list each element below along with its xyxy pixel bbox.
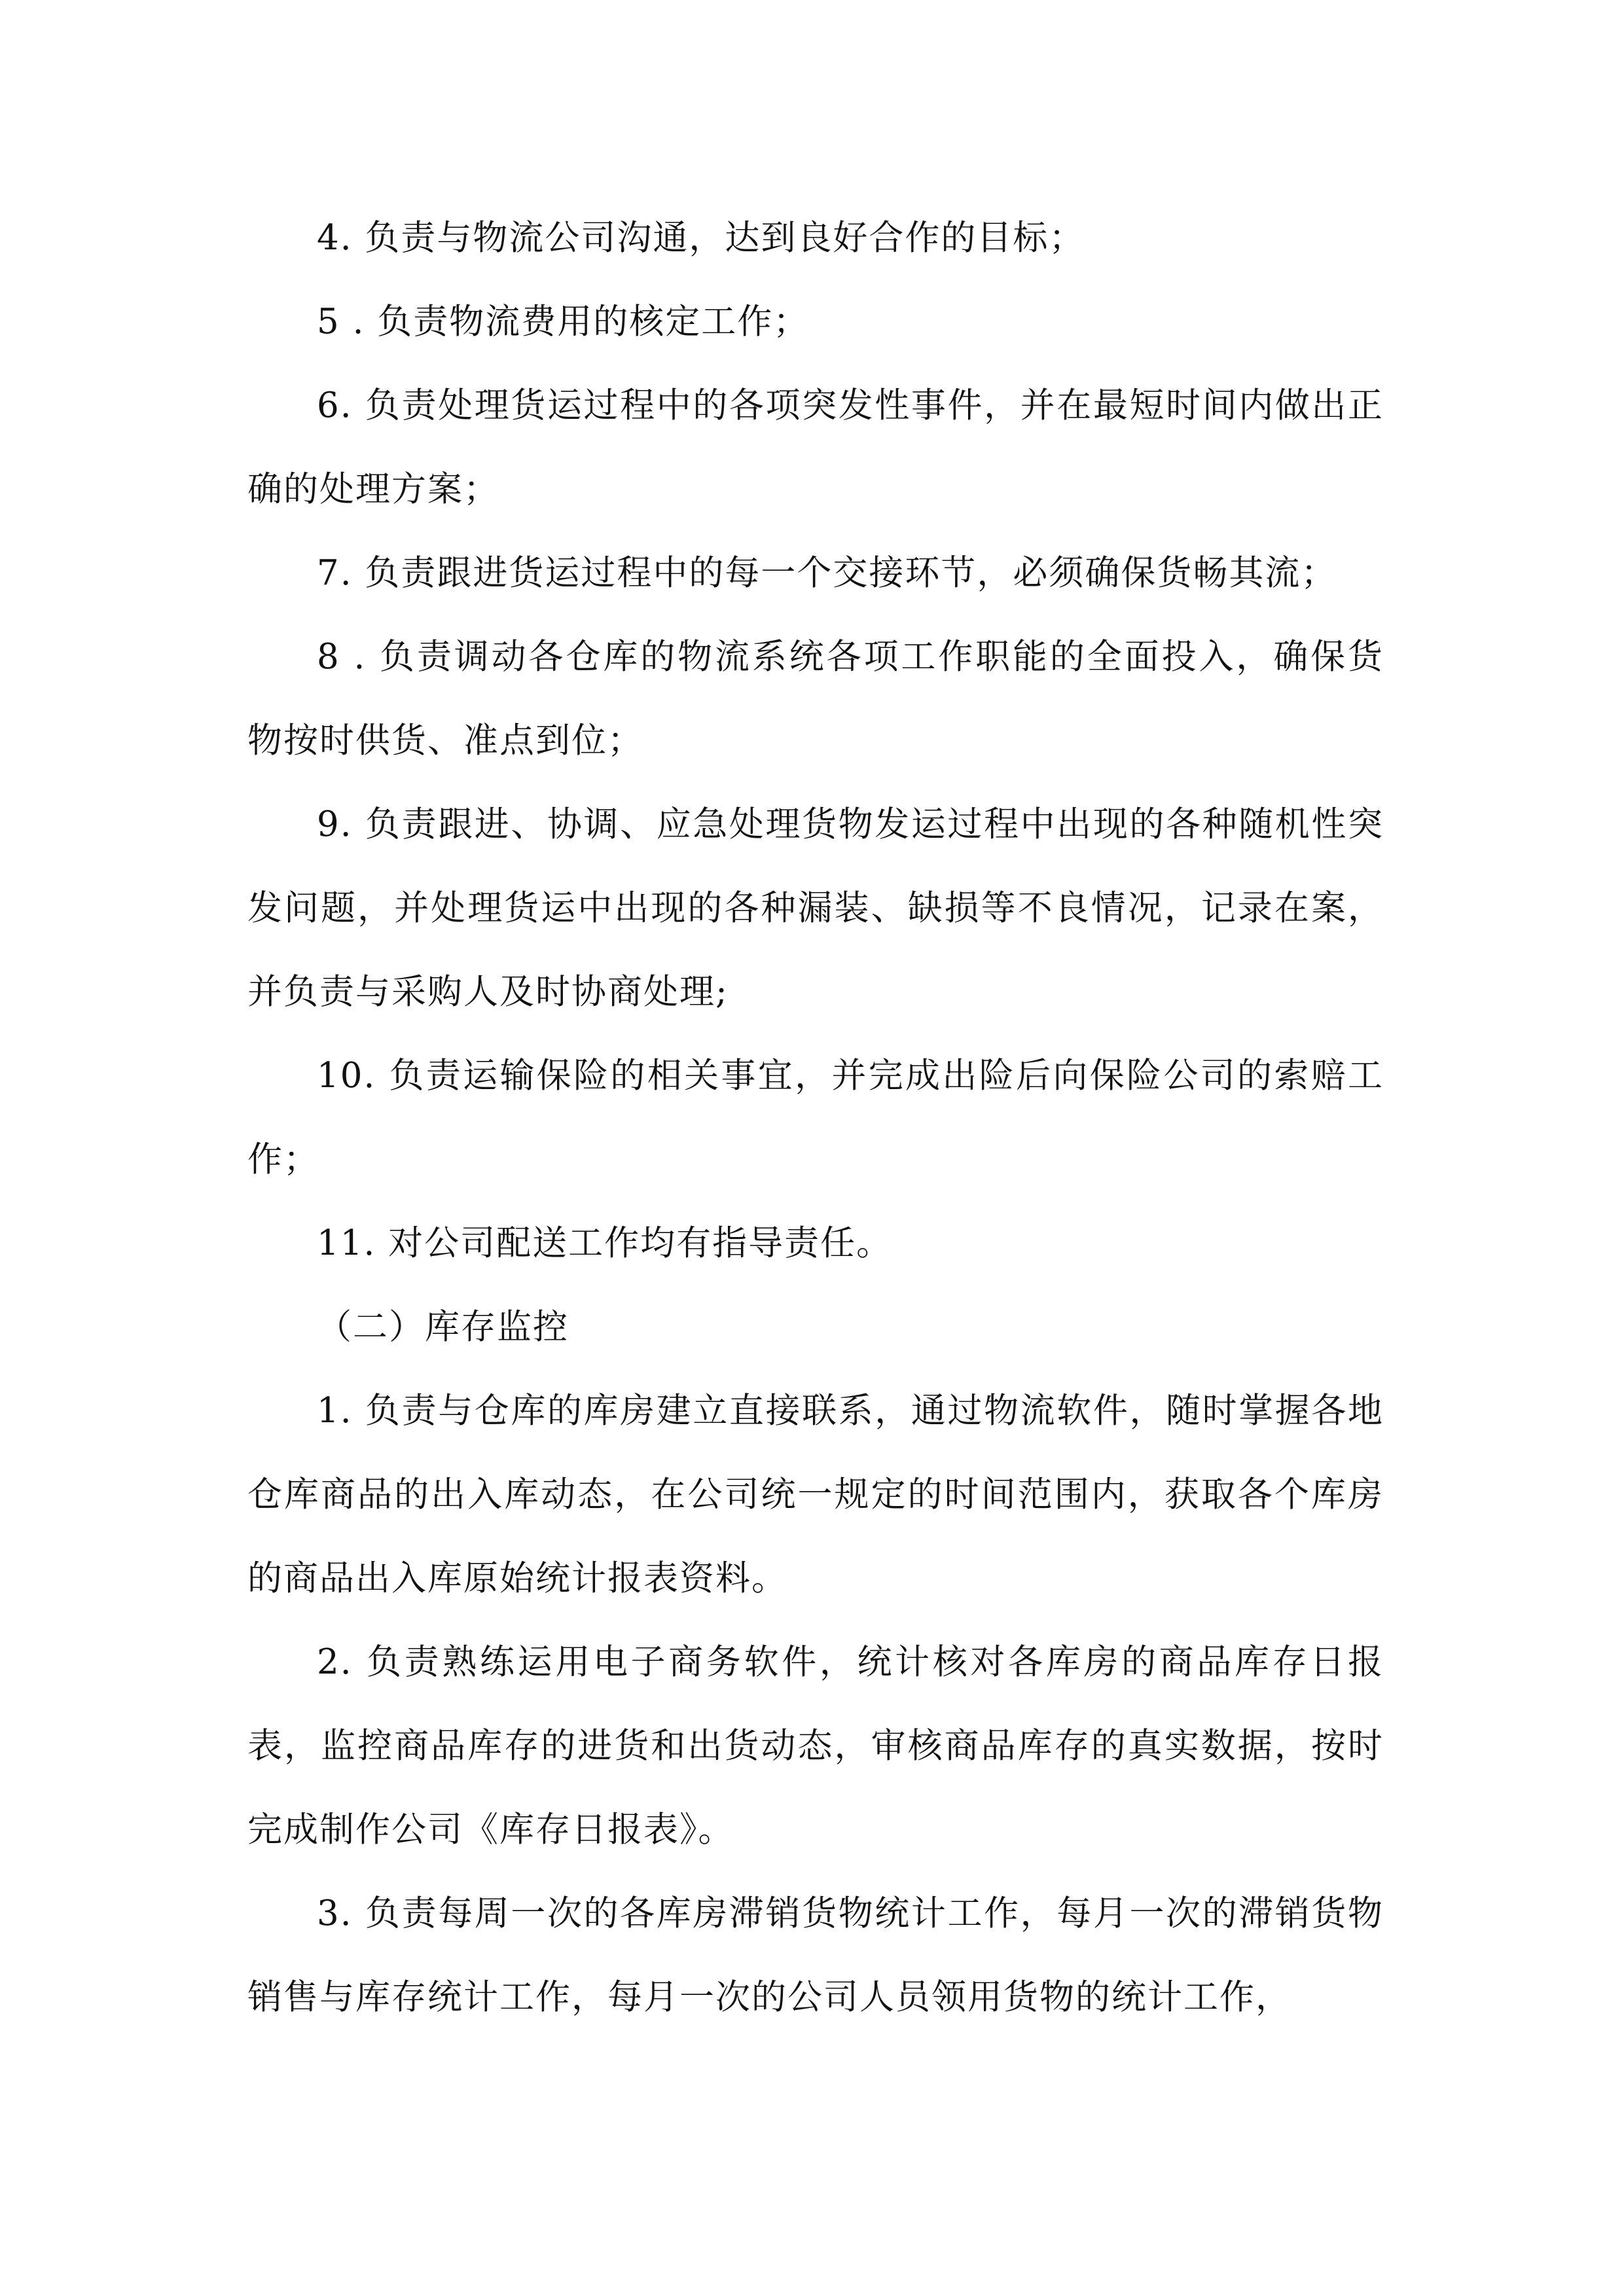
document-body [247,196,1384,2039]
paragraph-item-6: 6. 负责处理货运过程中的各项突发性事件，并在最短时间内做出正确的处理方案； [247,386,1384,509]
paragraph-item-10: 10. 负责运输保险的相关事宜，并完成出险后向保险公司的索赔工作； [247,1056,1384,1179]
section-heading: （二）库存监控 [317,1307,569,1347]
paragraph-item-8: 8 . 负责调动各仓库的物流系统各项工作职能的全面投入，确保货物按时供货、准点到位； [247,637,1384,761]
paragraph-item-5: 5 . 负责物流费用的核定工作； [317,302,810,342]
paragraph-item-4: 4. 负责与物流公司沟通，达到良好合作的目标； [317,218,1085,258]
paragraph-item-11: 11. 对公司配送工作均有指导责任。 [317,1223,893,1263]
section-paragraph-1: 1. 负责与仓库的库房建立直接联系，通过物流软件，随时掌握各地仓库商品的出入库动态，在公司统一规定的时间范围内，获取各个库房的商品出入库原始统计报表资料。 [247,1391,1384,1598]
section-paragraph-3: 3. 负责每周一次的各库房滞销货物统计工作，每月一次的滞销货物销售与库存统计工作，每月一次的公司人员领用货物的统计工作， [247,1893,1384,2017]
paragraph-item-7: 7. 负责跟进货运过程中的每一个交接环节，必须确保货畅其流； [317,553,1337,593]
section-paragraph-2: 2. 负责熟练运用电子商务软件，统计核对各库房的商品库存日报表，监控商品库存的进货和出货动态，审核商品库存的真实数据，按时完成制作公司《库存日报表》。 [247,1642,1384,1850]
paragraph-item-9: 9. 负责跟进、协调、应急处理货物发运过程中出现的各种随机性突发问题，并处理货运中出现的各种漏装、缺损等不良情况，记录在案，并负责与采购人及时协商处理; [247,804,1384,1012]
